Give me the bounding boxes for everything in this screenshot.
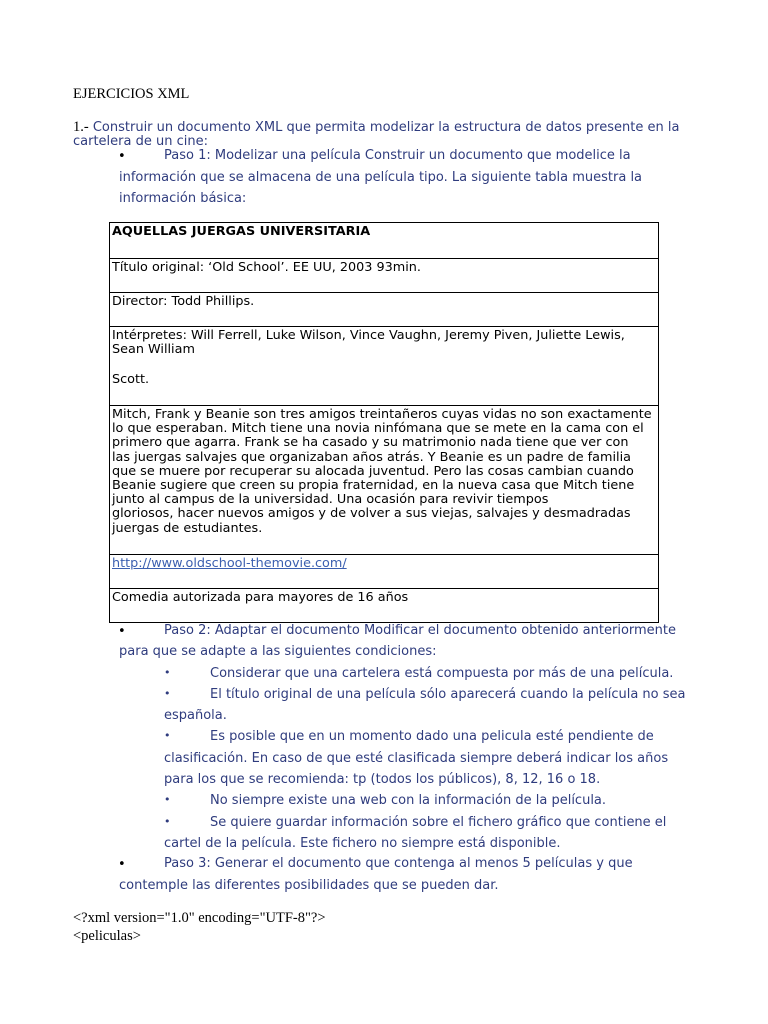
- step-3-line: [164, 853, 633, 875]
- xml-declaration: <?xml version="1.0" encoding="UTF-8"?>: [73, 910, 326, 926]
- synopsis-line: Beanie sugiere que creen su propia fraternidad, en la nueva casa que Mitch tiene: [112, 478, 635, 494]
- synopsis-line: primero que agarra. Frank se ha casado y su matrimonio nada tiene que ver con: [112, 435, 629, 451]
- bullet-icon: •: [118, 624, 126, 639]
- director-cell: Director: Todd Phillips.: [110, 293, 659, 327]
- synopsis-line: juergas de estudiantes.: [112, 520, 263, 536]
- sub-bullet-icon: •: [164, 687, 171, 700]
- rating-cell: Comedia autorizada para mayores de 16 años: [110, 589, 659, 623]
- exercise-text: Construir un documento XML que permita modelizar la estructura de datos presente en la cartelera de un cine:: [73, 120, 680, 149]
- step-2-continuation: para que se adapte a las siguientes condiciones:: [119, 644, 437, 659]
- synopsis-cell: [110, 406, 659, 555]
- sub-bullet-icon: •: [164, 815, 171, 828]
- movie-title: AQUELLAS JUERGAS UNIVERSITARIA: [112, 224, 371, 239]
- movie-website-link[interactable]: http://www.oldschool-themovie.com/: [112, 556, 347, 571]
- movie-info-table: [109, 222, 659, 623]
- condition-item: El título original de una película sólo aparecerá cuando la película no sea: [210, 687, 686, 702]
- condition-item-continuation: española.: [164, 708, 227, 723]
- step-1-continuation: información que se almacena de una película tipo. La siguiente tabla muestra la: [119, 170, 643, 185]
- step-3-label: Paso 3: Generar el documento: [164, 856, 362, 871]
- exercise-number: 1.-: [73, 119, 89, 135]
- condition-item-continuation: clasificación. En caso de que esté clasificada siempre deberá indicar los años: [164, 751, 669, 766]
- xml-code-block: [73, 909, 326, 945]
- xml-root-tag: <peliculas>: [73, 928, 141, 944]
- synopsis-line: lo que esperaban. Mitch tiene una novia ninfómana que se mete en la cama con el: [112, 421, 644, 437]
- step-2-line: [164, 620, 676, 642]
- bullet-icon: •: [118, 149, 126, 164]
- step-2-text: Modificar el documento obtenido anteriormente: [359, 623, 677, 638]
- synopsis-line: las juergas salvajes que organizaban años atrás. Y Beanie es un padre de familia: [112, 449, 631, 465]
- cast-cell: [110, 327, 659, 406]
- bullet-icon: •: [118, 857, 126, 872]
- url-cell: [110, 555, 659, 589]
- step-1-line: [164, 145, 631, 167]
- movie-title-cell: [110, 223, 659, 259]
- condition-item-continuation: para los que se recomienda: tp (todos los públicos), 8, 12, 16 o 18.: [164, 772, 601, 787]
- step-1-label: Paso 1: Modelizar una película: [164, 148, 361, 163]
- document-title: EJERCICIOS XML: [73, 86, 190, 102]
- step-1-continuation-2: información básica:: [119, 191, 247, 206]
- synopsis-line: que se muere por recuperar su alocada juventud. Pero las cosas cambian cuando: [112, 463, 634, 479]
- cast-rest: Scott.: [112, 372, 150, 388]
- sub-bullet-icon: •: [164, 793, 171, 806]
- step-1-text: Construir un documento que modelice la: [360, 148, 631, 163]
- synopsis-line: junto al campus de la universidad. Una ocasión para revivir tiempos: [112, 492, 549, 508]
- condition-item: Es posible que en un momento dado una pelicula esté pendiente de: [210, 729, 654, 744]
- sub-bullet-icon: •: [164, 666, 171, 679]
- synopsis-line: Mitch, Frank y Beanie son tres amigos treintañeros cuyas vidas no son exactamente: [112, 407, 652, 422]
- original-title-cell: Título original: ‘Old School’. EE UU, 2003 93min.: [110, 259, 659, 293]
- condition-item-continuation: cartel de la película. Este fichero no siempre está disponible.: [164, 836, 561, 851]
- condition-item: No siempre existe una web con la información de la película.: [210, 793, 607, 808]
- cast-line: Intérpretes: Will Ferrell, Luke Wilson, Vince Vaughn, Jeremy Piven, Juliette Lewis, Sean William: [112, 328, 625, 358]
- step-2-label: Paso 2: Adaptar el documento: [164, 623, 360, 638]
- synopsis-line: gloriosos, hacer nuevos amigos y de volver a sus viejas, salvajes y desmadradas: [112, 506, 631, 522]
- sub-bullet-icon: •: [164, 729, 171, 742]
- condition-item: Se quiere guardar información sobre el fichero gráfico que contiene el: [210, 815, 667, 830]
- step-3-text: que contenga al menos 5 películas y que: [361, 856, 633, 871]
- condition-item: Considerar que una cartelera está compuesta por más de una película.: [210, 666, 674, 681]
- step-3-continuation: contemple las diferentes posibilidades que se pueden dar.: [119, 878, 499, 893]
